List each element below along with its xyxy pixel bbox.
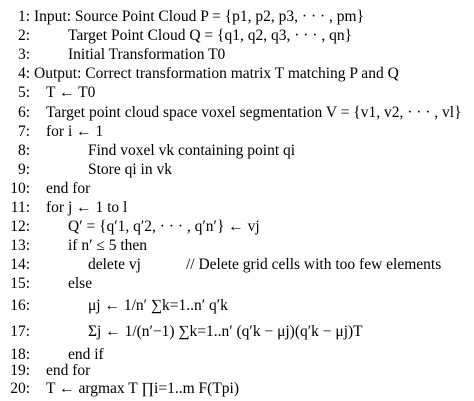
- line-text: Input: Source Point Cloud P = {p1, p2, p3, · · · , pm}: [34, 8, 365, 25]
- line-text: T ← T0: [46, 84, 96, 101]
- line-number: 6:: [17, 104, 30, 121]
- line-number: 4:: [17, 65, 30, 82]
- line-text: delete vj: [88, 256, 141, 273]
- line-text: T ← argmax T ∏i=1..m F(Tpi): [46, 380, 240, 397]
- line-number: 13:: [10, 237, 30, 254]
- line-number: 12:: [10, 218, 30, 235]
- line-number: 11:: [10, 199, 30, 216]
- line-text: for j ← 1 to l: [46, 199, 128, 216]
- line-text: for i ← 1: [46, 123, 104, 140]
- line-number: 7:: [17, 123, 30, 140]
- line-number: 5:: [17, 84, 30, 101]
- line-text: Store qi in vk: [88, 161, 172, 178]
- line-number: 9:: [17, 161, 30, 178]
- line-number: 8:: [17, 142, 30, 159]
- line-number: 15:: [10, 275, 30, 292]
- line-text: Σj ← 1/(n′−1) ∑k=1..n′ (q′k − μj)(q′k − μj)T: [88, 323, 363, 340]
- line-number: 17:: [10, 323, 30, 340]
- line-number: 10:: [10, 180, 30, 197]
- line-text: end for: [46, 362, 91, 379]
- line-number: 1:: [17, 8, 30, 25]
- line-comment: // Delete grid cells with too few elements: [186, 256, 442, 273]
- line-text: end for: [46, 180, 91, 197]
- line-text: end if: [68, 346, 104, 363]
- line-number: 19:: [10, 362, 30, 379]
- line-number: 16:: [10, 297, 30, 314]
- line-text: else: [68, 275, 93, 292]
- line-number: 3:: [17, 46, 30, 63]
- line-text: Target point cloud space voxel segmentation V = {v1, v2, · · · , vl}: [46, 104, 462, 121]
- line-text: Target Point Cloud Q = {q1, q2, q3, · · · , qn}: [68, 27, 353, 44]
- line-number: 14:: [10, 256, 30, 273]
- line-text: Q′ = {q′1, q′2, · · · , q′n′} ← vj: [68, 218, 260, 235]
- line-number: 2:: [17, 27, 30, 44]
- line-text: Find voxel vk containing point qi: [88, 142, 296, 159]
- line-number: 20:: [10, 380, 30, 397]
- line-text: if n′ ≤ 5 then: [68, 237, 148, 254]
- line-text: μj ← 1/n′ ∑k=1..n′ q′k: [88, 297, 228, 314]
- line-number: 18:: [10, 346, 30, 363]
- line-text: Output: Correct transformation matrix T matching P and Q: [34, 65, 399, 82]
- line-text: Initial Transformation T0: [68, 46, 226, 63]
